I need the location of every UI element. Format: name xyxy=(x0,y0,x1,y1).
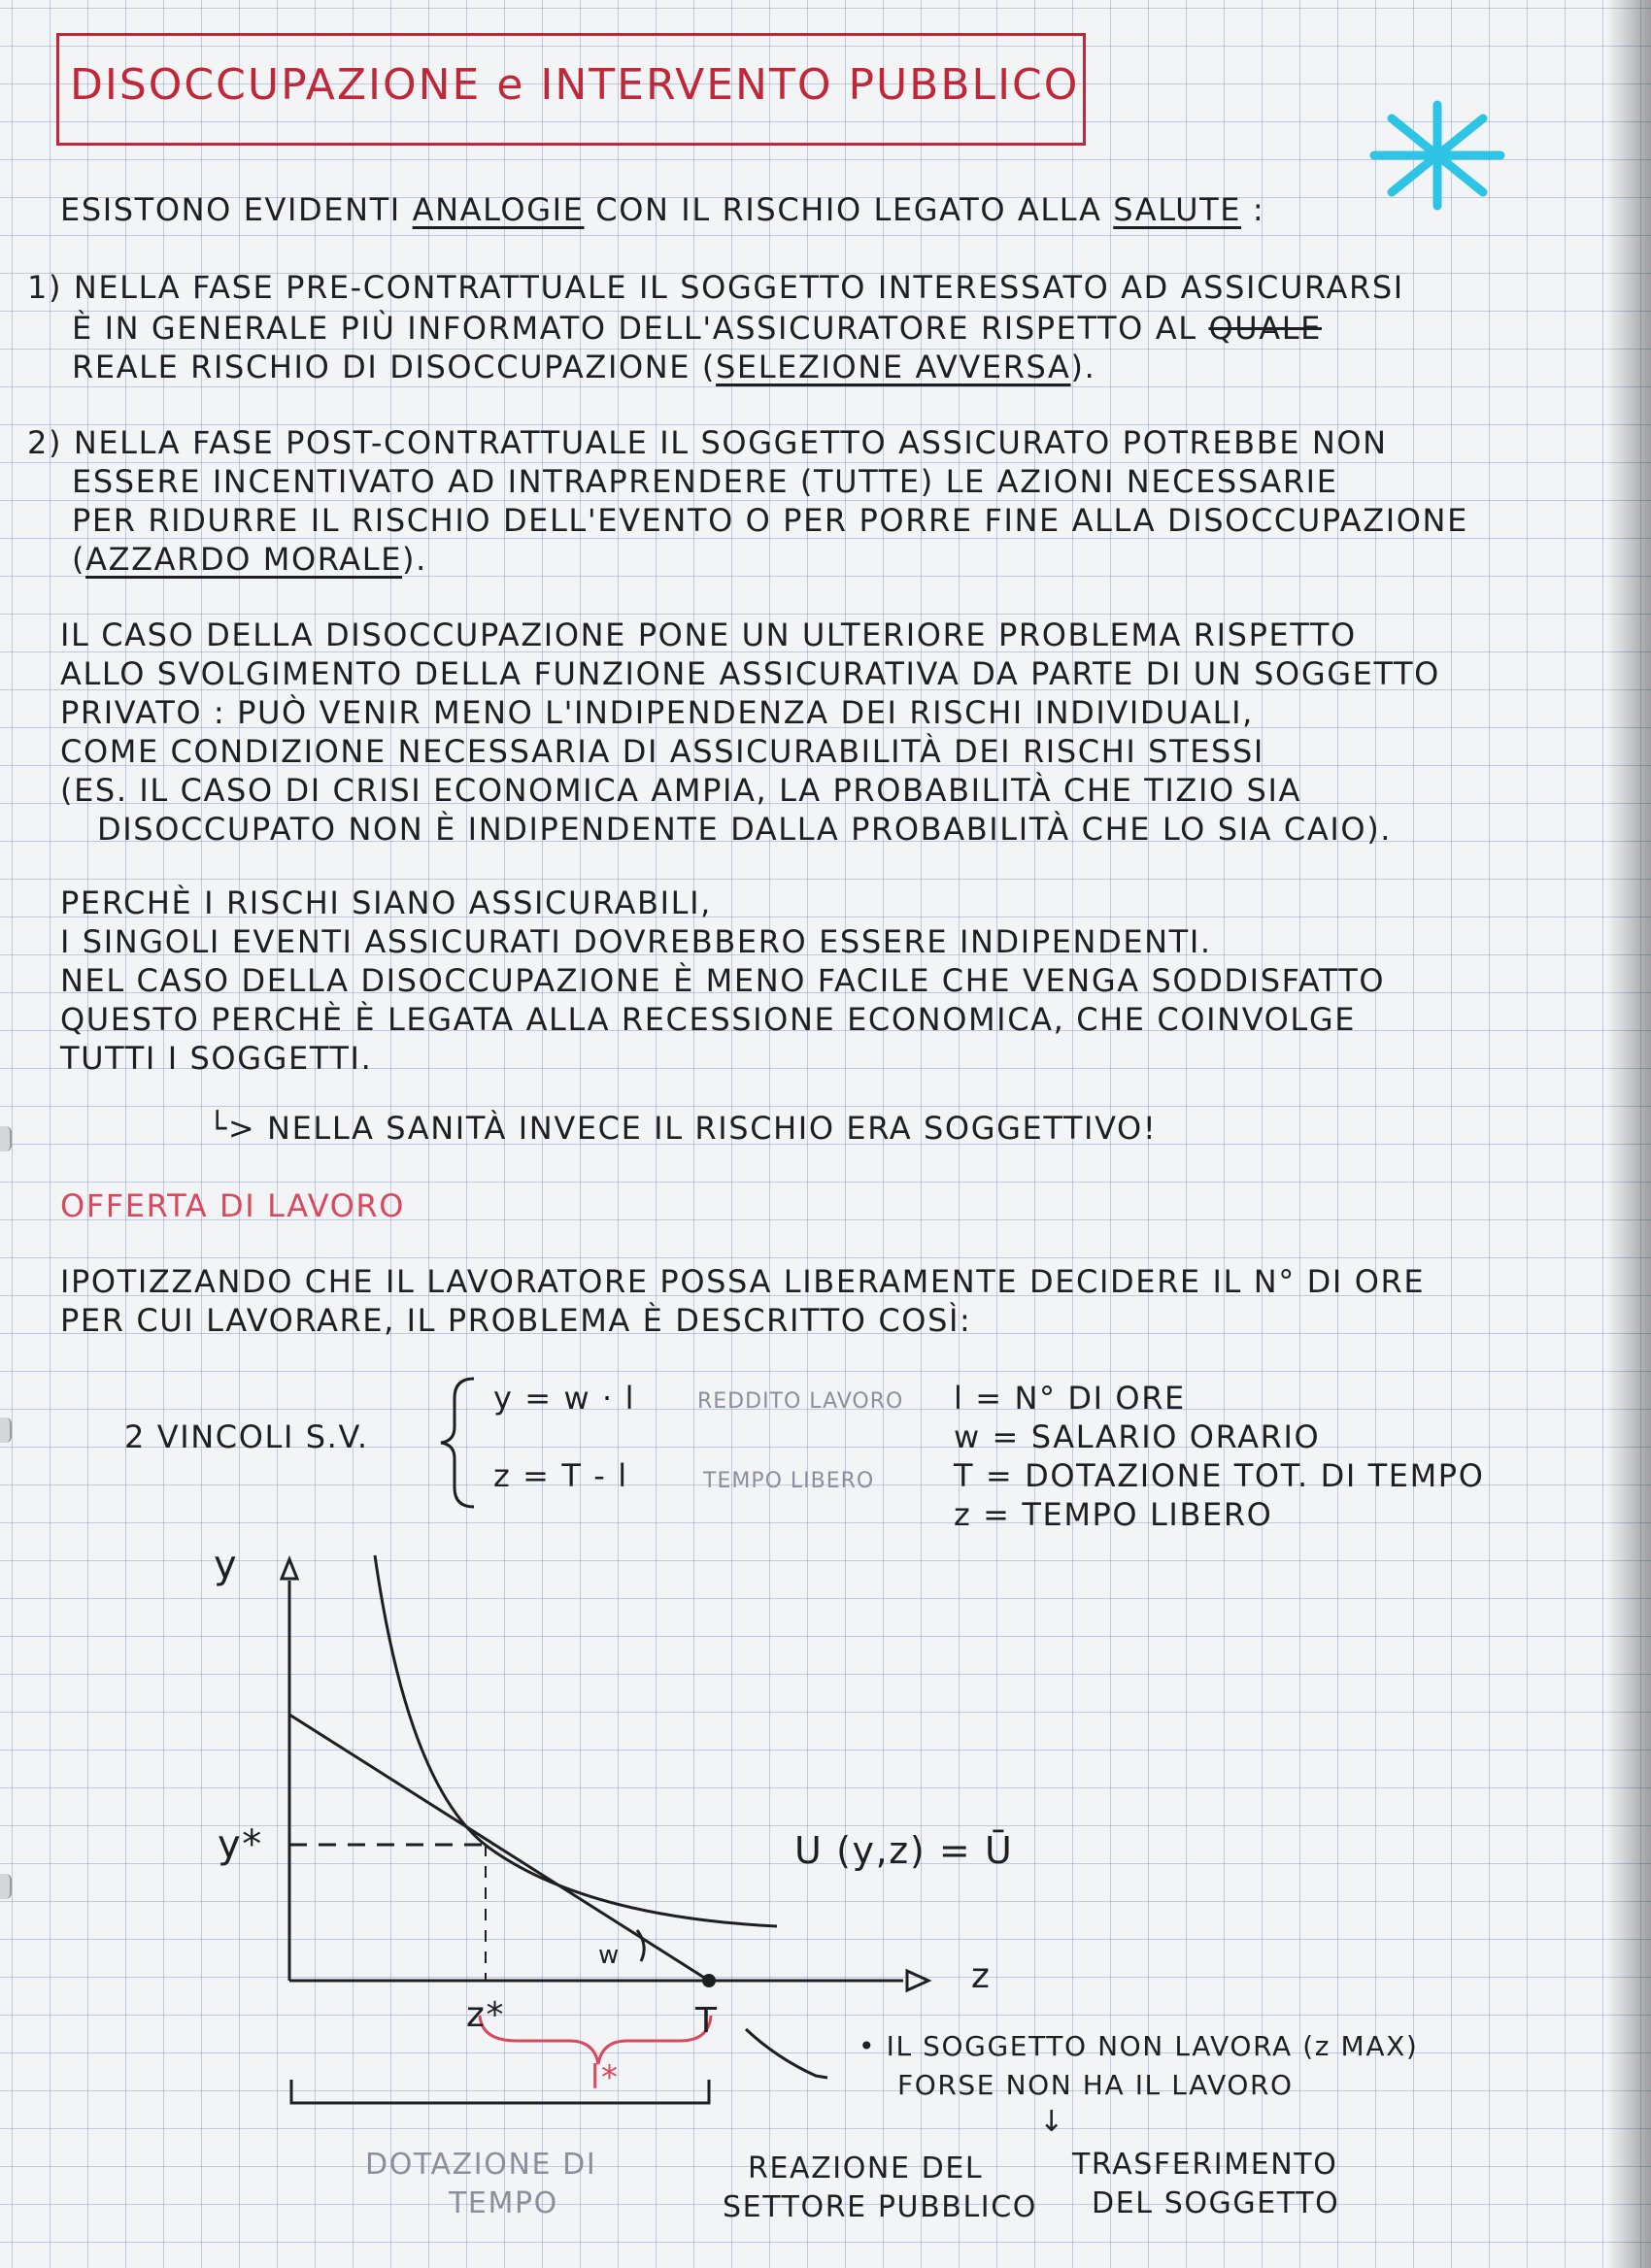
down-arrow-icon: ↓ xyxy=(1039,2105,1065,2139)
t-point xyxy=(702,1974,716,1987)
y-axis-label: y xyxy=(214,1543,239,1587)
para2-line: TUTTI I SOGGETTI. xyxy=(60,1040,373,1077)
x-axis-label: z xyxy=(971,1956,992,1996)
section-heading: OFFERTA DI LAVORO xyxy=(60,1187,406,1224)
text-span: REALE RISCHIO DI DISOCCUPAZIONE ( xyxy=(72,349,716,385)
para1-line: PRIVATO : PUÒ VENIR MENO L'INDIPENDENZA DEI RISCHI INDIVIDUALI, xyxy=(60,694,1254,731)
point2-line2: ESSERE INCENTIVATO AD INTRAPRENDERE (TUTTE) LE AZIONI NECESSARIE xyxy=(72,463,1338,500)
para2-line: I SINGOLI EVENTI ASSICURATI DOVREBBERO ESSERE INDIPENDENTI. xyxy=(60,923,1212,960)
analogie-word: ANALOGIE xyxy=(412,191,585,228)
w-label: w xyxy=(598,1941,621,1970)
intro-text: : xyxy=(1241,191,1265,228)
definition-z: z = TEMPO LIBERO xyxy=(954,1496,1273,1533)
text-span: ). xyxy=(402,541,427,578)
azzardo-morale: AZZARDO MORALE xyxy=(85,541,403,578)
note-non-lavora: • IL SOGGETTO NON LAVORA (z MAX) xyxy=(859,2030,1419,2062)
indifference-curve xyxy=(375,1555,777,1926)
para1-line: IL CASO DELLA DISOCCUPAZIONE PONE UN ULTERIORE PROBLEMA RISPETTO xyxy=(60,617,1357,653)
definition-w: w = SALARIO ORARIO xyxy=(954,1418,1321,1455)
para1-line: (ES. IL CASO DI CRISI ECONOMICA AMPIA, LA PROBABILITÀ CHE TIZIO SIA xyxy=(60,772,1301,809)
reaction-label: SETTORE PUBBLICO xyxy=(723,2190,1038,2224)
para2-line: NEL CASO DELLA DISOCCUPAZIONE È MENO FACILE CHE VENGA SODDISFATTO xyxy=(60,962,1386,999)
definition-t: T = DOTAZIONE TOT. DI TEMPO xyxy=(954,1457,1485,1494)
reaction-label: REAZIONE DEL xyxy=(748,2151,984,2185)
point1-line1: 1) NELLA FASE PRE-CONTRATTUALE IL SOGGETTO INTERESSATO AD ASSICURARSI xyxy=(27,269,1404,306)
text-span: ( xyxy=(72,541,86,578)
l-star-label: l* xyxy=(590,2058,620,2097)
equation-y-note: REDDITO LAVORO xyxy=(697,1389,904,1414)
para2-line: PERCHÈ I RISCHI SIANO ASSICURABILI, xyxy=(60,884,712,921)
struck-word: QUALE xyxy=(1208,310,1322,347)
point2-line1: 2) NELLA FASE POST-CONTRATTUALE IL SOGGETTO ASSICURATO POTREBBE NON xyxy=(27,424,1388,461)
x-axis-arrow xyxy=(907,1971,928,1990)
salute-word: SALUTE xyxy=(1113,191,1242,228)
intro-text: ESISTONO EVIDENTI xyxy=(60,191,413,228)
note-forse: FORSE NON HA IL LAVORO xyxy=(897,2069,1294,2101)
para2-line: QUESTO PERCHÈ È LEGATA ALLA RECESSIONE ECONOMICA, CHE COINVOLGE xyxy=(60,1001,1357,1038)
l-star-brace xyxy=(480,2016,711,2064)
y-axis-arrow xyxy=(282,1559,297,1579)
equation-z: z = T - l xyxy=(493,1457,628,1494)
utility-label: U (y,z) = Ū xyxy=(794,1829,1014,1872)
sanita-note: └> NELLA SANITÀ INVECE IL RISCHIO ERA SOGGETTIVO! xyxy=(208,1110,1158,1147)
page-title: DISOCCUPAZIONE e INTERVENTO PUBBLICO xyxy=(70,60,1080,110)
para3-line: PER CUI LAVORARE, IL PROBLEMA È DESCRITTO COSÌ: xyxy=(60,1302,972,1339)
para1-line: DISOCCUPATO NON È INDIPENDENTE DALLA PROBABILITÀ CHE LO SIA CAIO). xyxy=(97,811,1393,848)
transfer-label: DEL SOGGETTO xyxy=(1092,2186,1340,2220)
intro-text: CON IL RISCHIO LEGATO ALLA xyxy=(584,191,1114,228)
transfer-label: TRASFERIMENTO xyxy=(1072,2148,1338,2182)
para1-line: ALLO SVOLGIMENTO DELLA FUNZIONE ASSICURATIVA DA PARTE DI UN SOGGETTO xyxy=(60,655,1440,692)
budget-line xyxy=(289,1715,709,1981)
z-star-label: z* xyxy=(466,1995,506,2035)
dotazione-label: TEMPO xyxy=(449,2186,558,2220)
t-label: T xyxy=(695,2001,719,2041)
text-span: È IN GENERALE PIÙ INFORMATO DELL'ASSICURATORE RISPETTO AL xyxy=(72,310,1209,347)
point2-line3: PER RIDURRE IL RISCHIO DELL'EVENTO O PER PORRE FINE ALLA DISOCCUPAZIONE xyxy=(72,502,1468,539)
constraints-label: 2 VINCOLI S.V. xyxy=(124,1418,369,1455)
equation-y: y = w · l xyxy=(493,1380,636,1417)
y-star-label: y* xyxy=(218,1822,263,1867)
definition-l: l = N° DI ORE xyxy=(954,1380,1186,1417)
dotazione-bracket xyxy=(291,2080,709,2103)
text-span: ). xyxy=(1070,349,1096,385)
para3-line: IPOTIZZANDO CHE IL LAVORATORE POSSA LIBERAMENTE DECIDERE IL N° DI ORE xyxy=(60,1263,1426,1300)
dotazione-label: DOTAZIONE DI xyxy=(365,2148,597,2182)
para1-line: COME CONDIZIONE NECESSARIA DI ASSICURABILITÀ DEI RISCHI STESSI xyxy=(60,733,1264,770)
t-arrow xyxy=(746,2029,827,2078)
equation-z-note: TEMPO LIBERO xyxy=(703,1469,875,1493)
selezione-avversa: SELEZIONE AVVERSA xyxy=(716,349,1071,385)
